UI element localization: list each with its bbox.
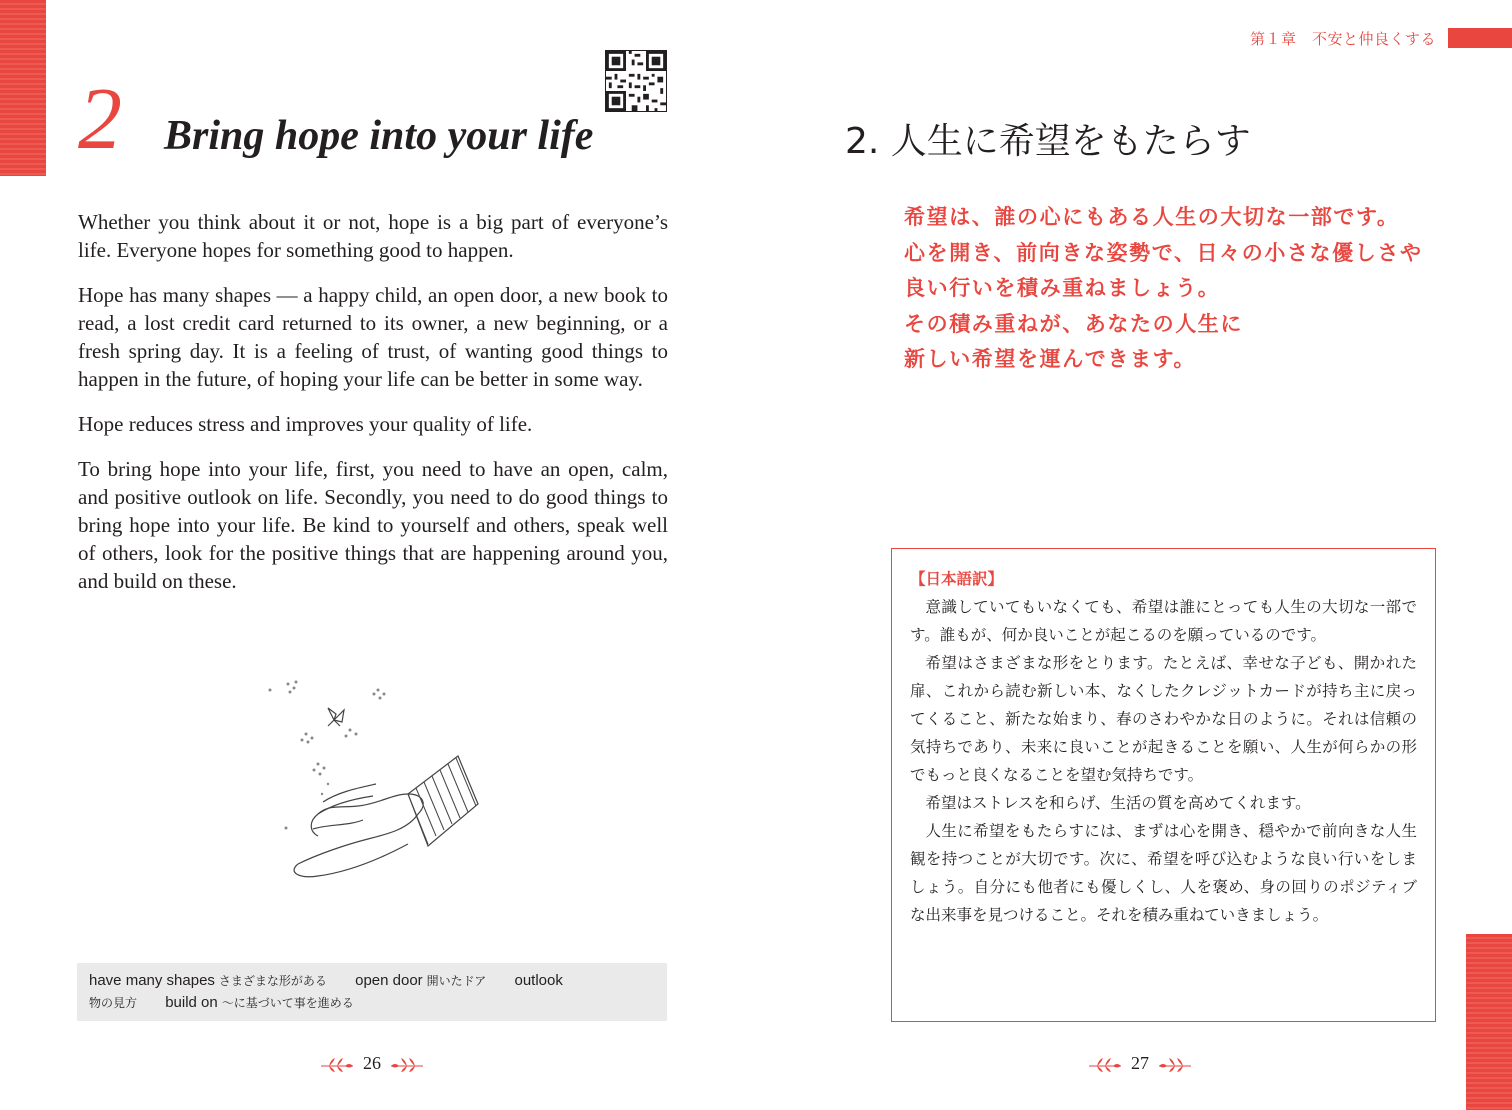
- leaf-ornament-icon: [1157, 1056, 1193, 1074]
- leaf-ornament-icon: [1087, 1056, 1123, 1074]
- vocab-term: open door: [355, 972, 423, 989]
- lead-line: 新しい希望を運んできます。: [904, 347, 1197, 371]
- vocab-meaning: 物の見方: [89, 996, 138, 1010]
- translation-box: [891, 548, 1436, 1022]
- qr-code-icon[interactable]: [605, 50, 667, 112]
- page-number-right: [1080, 1050, 1200, 1076]
- page-number: 26: [363, 1053, 381, 1073]
- page-number: 27: [1131, 1053, 1149, 1073]
- lead-line: 希望は、誰の心にもある人生の大切な一部です。: [904, 205, 1400, 229]
- qr-code-graphic: [606, 51, 666, 111]
- lead-line: 良い行いを積み重ねましょう。: [904, 276, 1221, 300]
- japanese-title: 2. 人生に希望をもたらす: [845, 121, 1251, 162]
- lead-line: 心を開き、前向きな姿勢で、日々の小さな優しさや: [904, 240, 1423, 265]
- body-paragraph-4: To bring hope into your life, first, you need to have an open, calm, and positive outlook on life. Secondly, you need to do good things to bring hope into your life. Be kind to yourself and others, speak well of others, look for the positive things that are happening around you, and build on these.: [78, 457, 668, 593]
- chapter-title: Bring hope into your life: [164, 113, 594, 159]
- leaf-ornament-icon: [389, 1056, 425, 1074]
- translation-paragraph-3: 希望はストレスを和らげ、生活の質を高めてくれます。: [925, 794, 1311, 812]
- left-edge-stripe: [0, 0, 46, 176]
- translation-paragraph-1: 意識していてもいなくても、希望は誰にとっても人生の大切な一部です。誰もが、何か良いことが起こるのを願っているのです。: [910, 598, 1417, 644]
- body-text: [78, 208, 668, 612]
- body-paragraph-3: Hope reduces stress and improves your quality of life.: [78, 412, 533, 436]
- vocab-meaning: 開いたドア: [426, 974, 487, 988]
- leaf-ornament-icon: [319, 1056, 355, 1074]
- vocab-term: outlook: [514, 972, 563, 989]
- translation-paragraph-4: 人生に希望をもたらすには、まずは心を開き、穏やかで前向きな人生観を持つことが大切です。次に、希望を呼び込むような良い行いをしましょう。自分にも他者にも優しくし、人を褒め、身の回りのポジティブな出来事を見つけること。それを積み重ねていきましょう。: [910, 822, 1417, 924]
- vocab-term: build on: [165, 994, 218, 1011]
- right-edge-stripe: [1466, 934, 1512, 1110]
- vocab-meaning: 〜に基づいて事を進める: [221, 996, 354, 1010]
- body-paragraph-2: Hope has many shapes — a happy child, an open door, a new book to read, a lost credit card returned to its owner, a new beginning, or a fresh spring day. It is a feeling of trust, of wanting good things to happen in the future, of hoping your life can be better in some way.: [78, 283, 668, 391]
- hands-butterfly-illustration: [258, 664, 498, 904]
- vocabulary-box: [77, 963, 667, 1021]
- chapter-number: 2: [78, 71, 122, 168]
- vocab-term: have many shapes: [89, 972, 215, 989]
- page-number-left: [312, 1050, 432, 1076]
- running-head: 第１章 不安と仲良くする: [1249, 30, 1436, 48]
- lead-line: その積み重ねが、あなたの人生に: [904, 311, 1243, 336]
- right-header-bar: [1448, 28, 1512, 48]
- vocab-meaning: さまざまな形がある: [218, 974, 327, 988]
- translation-heading: 【日本語訳】: [910, 570, 1004, 588]
- japanese-lead: [904, 200, 1444, 378]
- body-paragraph-1: Whether you think about it or not, hope is a big part of everyone’s life. Everyone hopes for something good to happen.: [78, 210, 668, 262]
- translation-paragraph-2: 希望はさまざまな形をとります。たとえば、幸せな子ども、開かれた扉、これから読む新しい本、なくしたクレジットカードが持ち主に戻ってくること、新たな始まり、春のさわやかな日のように。それは信頼の気持ちであり、未来に良いことが起きることを願い、人生が何らかの形でもっと良くなることを望む気持ちです。: [910, 654, 1417, 784]
